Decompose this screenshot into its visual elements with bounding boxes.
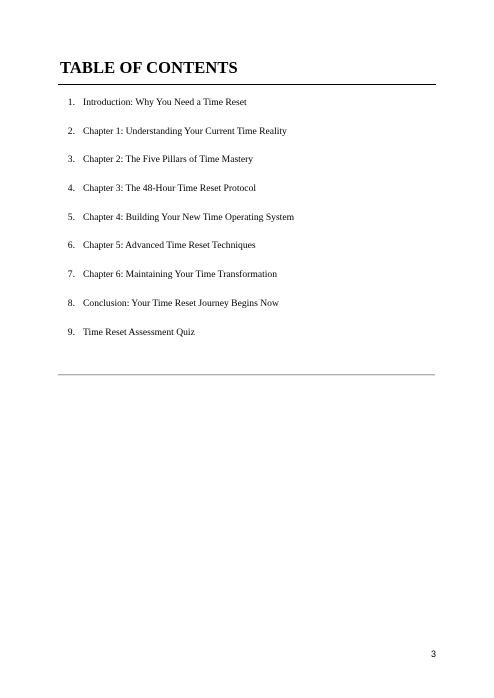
toc-entry-number: 6. bbox=[67, 240, 75, 252]
toc-entry-title[interactable]: Chapter 3: The 48-Hour Time Reset Protocol bbox=[83, 183, 257, 195]
toc-entry[interactable] bbox=[60, 297, 294, 326]
toc-entry-number: 7. bbox=[67, 269, 75, 281]
toc-entry[interactable] bbox=[60, 211, 294, 240]
toc-entry-number: 1. bbox=[67, 97, 75, 108]
toc-entry-number: 4. bbox=[67, 183, 75, 195]
toc-entry[interactable] bbox=[60, 96, 294, 125]
section-divider bbox=[58, 374, 435, 376]
toc-entry[interactable] bbox=[60, 125, 294, 154]
toc-entry-number: 3. bbox=[67, 154, 75, 166]
toc-entry[interactable] bbox=[60, 239, 294, 268]
toc-entry-title[interactable]: Chapter 2: The Five Pillars of Time Mastery bbox=[83, 154, 254, 166]
toc-entry-number: 8. bbox=[67, 297, 75, 309]
page-number: 3 bbox=[430, 649, 436, 659]
heading-underline bbox=[58, 84, 436, 85]
toc-heading: TABLE OF CONTENTS bbox=[60, 58, 238, 77]
toc-entry-number: 2. bbox=[67, 125, 75, 137]
toc-entry-title[interactable]: Conclusion: Your Time Reset Journey Begins Now bbox=[83, 297, 279, 309]
toc-entry[interactable] bbox=[60, 153, 294, 182]
toc-entry-number: 9. bbox=[67, 326, 75, 338]
toc-list bbox=[60, 96, 294, 354]
toc-entry-title[interactable]: Chapter 4: Building Your New Time Operating System bbox=[83, 211, 295, 223]
toc-entry[interactable] bbox=[60, 326, 294, 355]
toc-entry-title[interactable]: Chapter 6: Maintaining Your Time Transformation bbox=[83, 269, 278, 281]
toc-entry[interactable] bbox=[60, 268, 294, 297]
toc-entry[interactable] bbox=[60, 182, 294, 211]
toc-entry-title[interactable]: Introduction: Why You Need a Time Reset bbox=[83, 97, 247, 108]
toc-entry-number: 5. bbox=[67, 211, 75, 223]
toc-entry-title[interactable]: Chapter 5: Advanced Time Reset Techniques bbox=[83, 240, 256, 252]
toc-entry-title[interactable]: Chapter 1: Understanding Your Current Time Reality bbox=[83, 125, 287, 137]
toc-entry-title[interactable]: Time Reset Assessment Quiz bbox=[83, 326, 195, 338]
